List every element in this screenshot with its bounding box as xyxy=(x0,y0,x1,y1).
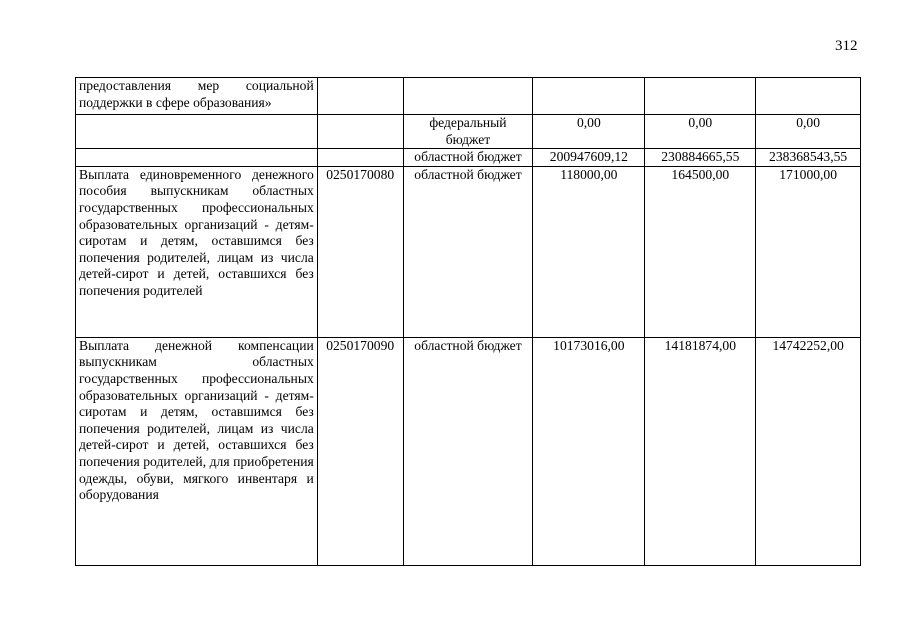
row-budget-source: областной бюджет xyxy=(403,337,533,565)
row-name-cell xyxy=(76,149,318,167)
row-amount-year-3: 238368543,55 xyxy=(756,149,861,167)
budget-table xyxy=(75,77,861,566)
row-amount-year-2 xyxy=(645,78,756,115)
row-amount-year-3 xyxy=(756,78,861,115)
row-budget-source: областной бюджет xyxy=(403,166,533,337)
row-amount-year-1 xyxy=(533,78,645,115)
row-amount-year-2: 0,00 xyxy=(645,115,756,149)
row-name: Выплата денежной компенсации выпускникам областных государственных профессиональных образовательных организаций - детям-сиротам и детям, оставшимся без попечения родителей, лицам из числа детей-сирот и детей, оставшихся без попечения родителей, для приобретения одежды, обуви, мягкого инвентаря и оборудования xyxy=(79,337,314,503)
row-name: Выплата единовременного денежного пособия выпускникам областных государственных профессиональных образовательных организаций - детям-сиротам и детям, оставшимся без попечения родителей, лицам из числа детей-сирот и детей, оставшихся без попечения родителей xyxy=(79,166,314,298)
row-name-cell xyxy=(76,337,318,565)
row-amount-year-1: 200947609,12 xyxy=(533,149,645,167)
table-row xyxy=(76,78,861,115)
row-amount-year-2: 14181874,00 xyxy=(645,337,756,565)
row-name: предоставления мер социальной поддержки в сфере образования» xyxy=(79,78,314,110)
table-row xyxy=(76,149,861,167)
row-amount-year-3: 0,00 xyxy=(756,115,861,149)
row-budget-source: областной бюджет xyxy=(403,149,533,167)
row-name-cell xyxy=(76,115,318,149)
row-amount-year-2: 230884665,55 xyxy=(645,149,756,167)
table-row xyxy=(76,166,861,337)
row-amount-year-1: 0,00 xyxy=(533,115,645,149)
table-row xyxy=(76,115,861,149)
row-amount-year-3: 14742252,00 xyxy=(756,337,861,565)
row-code: 0250170090 xyxy=(317,337,403,565)
row-budget-source xyxy=(403,78,533,115)
row-code xyxy=(317,78,403,115)
row-amount-year-1: 10173016,00 xyxy=(533,337,645,565)
table-row xyxy=(76,337,861,565)
row-code: 0250170080 xyxy=(317,166,403,337)
row-name-cell xyxy=(76,78,318,115)
row-amount-year-3: 171000,00 xyxy=(756,166,861,337)
row-name-cell xyxy=(76,166,318,337)
row-amount-year-1: 118000,00 xyxy=(533,166,645,337)
row-code xyxy=(317,115,403,149)
row-budget-source: федеральный бюджет xyxy=(403,115,533,149)
row-amount-year-2: 164500,00 xyxy=(645,166,756,337)
row-code xyxy=(317,149,403,167)
page-number: 312 xyxy=(835,38,858,54)
